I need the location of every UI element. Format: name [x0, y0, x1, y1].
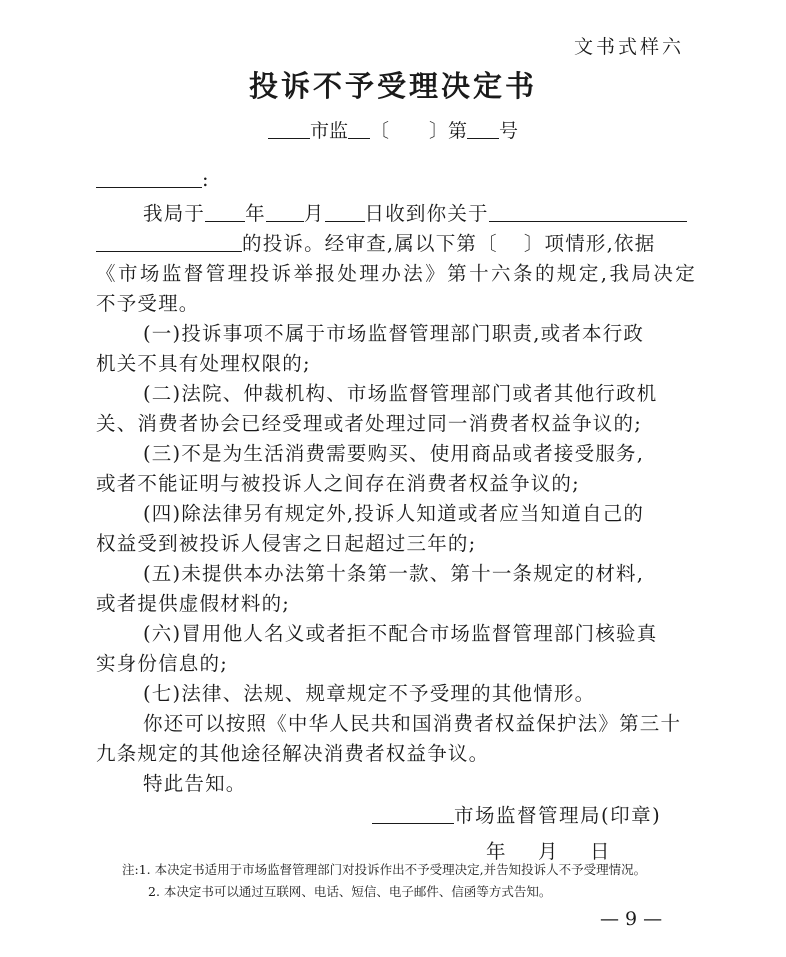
month-blank — [266, 203, 304, 222]
item-4-cont: 权益受到被投诉人侵害之日起超过三年的; — [96, 532, 477, 555]
item-1: (一)投诉事项不属于市场监督管理部门职责,或者本行政 — [143, 322, 645, 345]
complaint-line: 的投诉。经审查,属以下第〔 〕项情形,依据 — [96, 228, 655, 256]
alternative-line-cont: 九条规定的其他途径解决消费者权益争议。 — [96, 742, 490, 765]
item-3-cont: 或者不能证明与被投诉人之间存在消费者权益争议的; — [96, 472, 580, 495]
signature-date: 年 月 日 — [486, 840, 610, 863]
sample-label: 文书式样六 — [573, 36, 684, 58]
city-blank — [268, 120, 310, 139]
note-2: 2. 本决定书可以通过互联网、电话、短信、电子邮件、信函等方式告知。 — [148, 884, 552, 899]
item-6-cont: 实身份信息的; — [96, 652, 228, 675]
year-blank — [205, 203, 245, 222]
bureau-blank — [372, 805, 454, 824]
complaint-subject-blank — [489, 203, 687, 222]
number-blank — [467, 120, 499, 139]
page-number: — 9 — — [600, 908, 663, 930]
item-6: (六)冒用他人名义或者拒不配合市场监督管理部门核验真 — [143, 622, 658, 645]
received-line: 我局于 年 月 日收到你关于 — [143, 198, 687, 226]
item-4: (四)除法律另有规定外,投诉人知道或者应当知道自己的 — [143, 502, 645, 525]
doc-city: 市监 — [309, 120, 348, 142]
doc-number-suffix: 号 — [499, 120, 519, 142]
item-5: (五)未提供本办法第十条第一款、第十一条规定的材料, — [143, 562, 645, 585]
item-2: (二)法院、仲裁机构、市场监督管理部门或者其他行政机 — [143, 382, 658, 405]
item-3: (三)不是为生活消费需要购买、使用商品或者接受服务, — [143, 442, 645, 465]
doc-bracket-open: 〔 — [369, 120, 389, 142]
doc-bracket-close: 〕第 — [429, 120, 468, 142]
page-title: 投诉不予受理决定书 — [248, 69, 537, 103]
closing-line: 特此告知。 — [143, 772, 247, 795]
addressee-line: : — [96, 168, 210, 191]
note-1: 注:1. 本决定书适用于市场监督管理部门对投诉作出不予受理决定,并告知投诉人不予受理情况。 — [122, 862, 647, 877]
decision-line: 不予受理。 — [96, 292, 200, 315]
item-2-cont: 关、消费者协会已经受理或者处理过同一消费者权益争议的; — [96, 412, 642, 435]
basis-line: 《市场监督管理投诉举报处理办法》第十六条的规定,我局决定 — [96, 262, 696, 285]
day-blank — [325, 203, 365, 222]
item-1-cont: 机关不具有处理权限的; — [96, 352, 311, 375]
alternative-line: 你还可以按照《中华人民共和国消费者权益保护法》第三十 — [143, 712, 682, 735]
abbrev-blank — [348, 120, 370, 139]
addressee-blank — [96, 169, 202, 188]
item-7: (七)法律、法规、规章规定不予受理的其他情形。 — [143, 682, 596, 705]
document-number — [0, 116, 786, 143]
signature-line: 市场监督管理局(印章) — [372, 800, 661, 828]
complaint-subject-blank-2 — [96, 233, 242, 252]
item-5-cont: 或者提供虚假材料的; — [96, 592, 291, 615]
